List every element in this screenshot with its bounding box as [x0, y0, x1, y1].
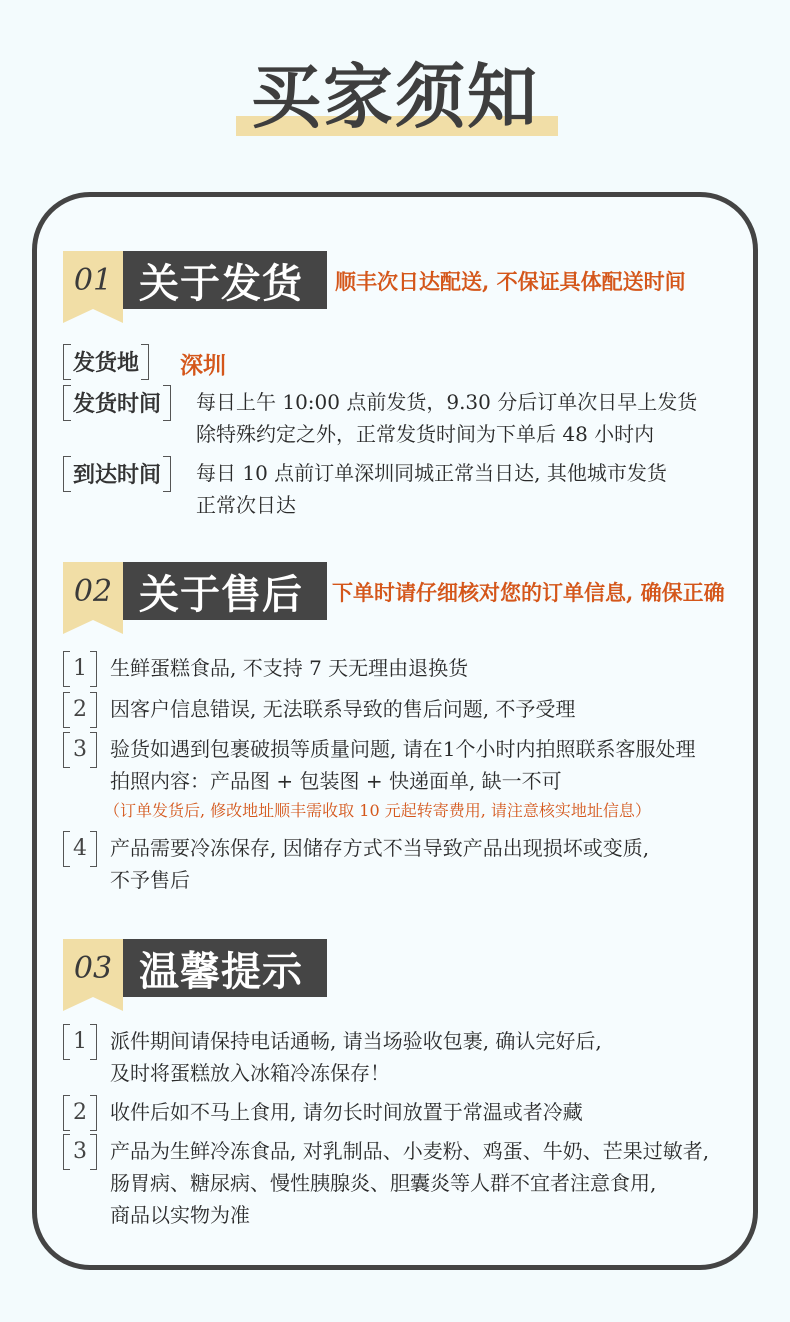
section-note: 顺丰次日达配送, 不保证具体配送时间 — [335, 269, 686, 294]
item-number: 2 — [63, 692, 97, 726]
after-sales-item-3-line-2: 拍照内容：产品图 + 包装图 + 快递面单, 缺一不可 — [110, 769, 562, 793]
tips-item-1-line-2: 及时将蛋糕放入冰箱冷冻保存！ — [110, 1061, 390, 1085]
ship-from-value: 深圳 — [180, 352, 226, 379]
section-title: 关于发货 — [123, 251, 327, 309]
label-ship-time: 发货时间 — [63, 385, 171, 419]
arrival-line-1: 每日 10 点前订单深圳同城正常当日达, 其他城市发货 — [196, 461, 667, 485]
page-title: 买家须知 — [251, 55, 539, 138]
after-sales-item-3-line-1: 验货如遇到包裹破损等质量问题, 请在1个小时内拍照联系客服处理 — [110, 737, 696, 761]
after-sales-item-4-line-1: 产品需要冷冻保存, 因储存方式不当导致产品出现损坏或变质, — [110, 836, 650, 860]
item-number: 3 — [63, 1134, 97, 1168]
ship-time-line-1: 每日上午 10:00 点前发货，9.30 分后订单次日早上发货 — [196, 390, 698, 414]
section-title: 温馨提示 — [123, 939, 327, 997]
section-title: 关于售后 — [123, 562, 327, 620]
item-number: 1 — [63, 651, 97, 685]
tips-item-3-line-2: 肠胃病、糖尿病、慢性胰腺炎、胆囊炎等人群不宜者注意食用, — [110, 1171, 657, 1195]
section-number-ribbon — [63, 620, 123, 634]
label-arrival-time: 到达时间 — [63, 456, 171, 490]
ship-time-line-2: 除特殊约定之外，正常发货时间为下单后 48 小时内 — [196, 422, 655, 446]
item-number: 2 — [63, 1095, 97, 1129]
section-number: 03 — [63, 939, 123, 997]
section-note: 下单时请仔细核对您的订单信息, 确保正确 — [332, 580, 725, 605]
item-number: 3 — [63, 732, 97, 766]
item-number: 1 — [63, 1024, 97, 1058]
arrival-line-2: 正常次日达 — [196, 493, 296, 517]
item-number: 4 — [63, 831, 97, 865]
tips-item-1-line-1: 派件期间请保持电话通畅, 请当场验收包裹, 确认完好后, — [110, 1029, 602, 1053]
tips-item-3-line-3: 商品以实物为准 — [110, 1203, 250, 1227]
section-number-ribbon — [63, 997, 123, 1011]
section-number: 01 — [63, 251, 123, 309]
after-sales-item-2: 因客户信息错误, 无法联系导致的售后问题, 不予受理 — [110, 697, 576, 721]
tips-item-3-line-1: 产品为生鲜冷冻食品, 对乳制品、小麦粉、鸡蛋、牛奶、芒果过敏者, — [110, 1139, 710, 1163]
label-ship-from: 发货地 — [63, 344, 149, 378]
after-sales-item-1: 生鲜蛋糕食品, 不支持 7 天无理由退换货 — [110, 656, 469, 680]
after-sales-item-3-note: （订单发货后, 修改地址顺丰需收取 10 元起转寄费用, 请注意核实地址信息） — [104, 801, 651, 820]
after-sales-item-4-line-2: 不予售后 — [110, 868, 190, 892]
tips-item-2: 收件后如不马上食用, 请勿长时间放置于常温或者冷藏 — [110, 1100, 583, 1124]
section-number: 02 — [63, 562, 123, 620]
section-number-ribbon — [63, 309, 123, 323]
